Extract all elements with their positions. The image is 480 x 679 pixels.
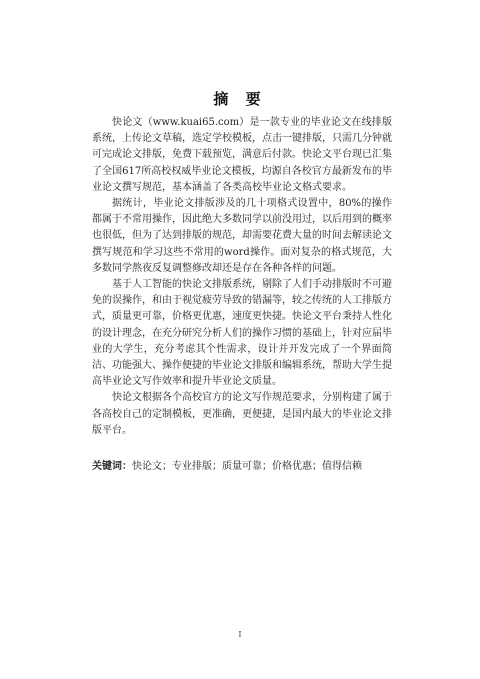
page-number: I [238, 630, 242, 639]
abstract-title: 摘 要 [213, 90, 267, 108]
abstract-paragraph-3: 基于人工智能的快论文排版系统，剔除了人们手动排版时不可避免的误操作，和由于视觉疲劳导致的错漏等，较之传统的人工排版方式，质量更可靠，价格更优惠，速度更快捷。快论文平台秉持人性化的设计理念，在充分研究分析人们的操作习惯的基础上，针对应届毕业的大学生，充分考虑其个性需求，设计并开发完成了一个界面简洁、功能强大、操作便捷的毕业论文排版和编辑系统，帮助大学生提高毕业论文写作效率和提升毕业论文质量。 [92, 279, 392, 388]
keywords-line [92, 459, 392, 475]
abstract-paragraph-4: 快论文根据各个高校官方的论文写作规范要求，分别构建了属于各高校自己的定制模板，更准确，更便捷，是国内最大的毕业论文排版平台。 [92, 392, 392, 436]
abstract-paragraph-1: 快论文（www.kuai65.com）是一款专业的毕业论文在线排版系统，上传论文草稿，选定学校模板，点击一键排版，只需几分钟就可完成论文排版，免费下载预览，满意后付款。快论文平台现已汇集了全国617所高校权威毕业论文模板，均源自各校官方最新发布的毕业论文撰写规范，基本涵盖了各类高校毕业论文格式要求。 [92, 117, 392, 193]
keywords-text: 快论文；专业排版；质量可靠；价格优惠；值得信赖 [132, 461, 362, 473]
abstract-body [92, 115, 392, 475]
abstract-paragraph-2: 据统计，毕业论文排版涉及的几十项格式设置中，80%的操作都属于不常用操作，因此绝大多数同学以前没用过，以后用到的概率也很低，但为了达到排版的规范，却需要花费大量的时间去解读论文撰写规范和学习这些不常用的word操作。面对复杂的格式规范，大多数同学熬夜反复调整修改却还是存在各种各样的问题。 [92, 198, 392, 274]
keywords-label: 关键词： [92, 461, 132, 473]
